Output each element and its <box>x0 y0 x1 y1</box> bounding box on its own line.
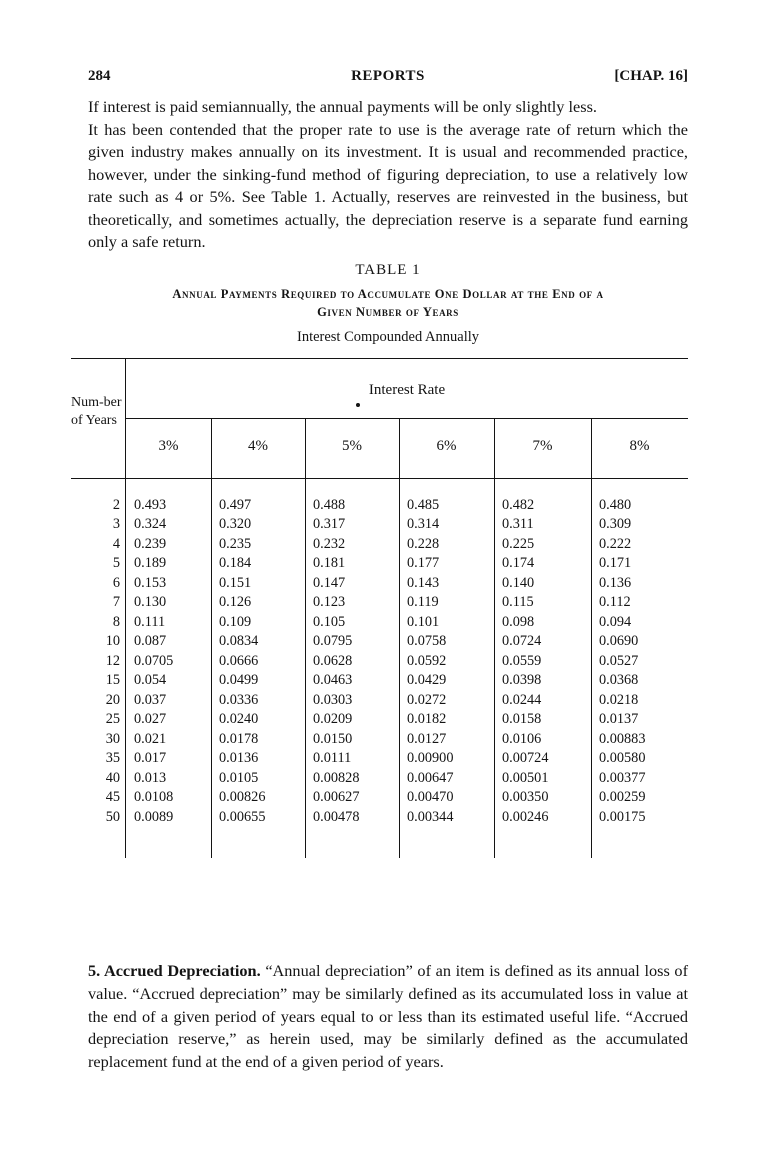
column-rule-4 <box>494 418 495 858</box>
value-cell: 0.0108 <box>134 789 174 805</box>
year-cell: 10 <box>105 633 120 649</box>
value-cell: 0.109 <box>219 613 252 630</box>
header-bottom-rule <box>71 478 688 480</box>
column-header-4: 7% <box>532 437 553 454</box>
value-cell: 0.123 <box>313 594 346 610</box>
running-header <box>88 60 688 86</box>
value-cell: 0.00478 <box>313 808 360 825</box>
value-cell: 0.00580 <box>599 750 646 766</box>
value-cell: 0.112 <box>599 594 631 610</box>
value-cell: 0.480 <box>599 496 632 513</box>
value-cell: 0.087 <box>134 633 167 649</box>
year-cell: 6 <box>112 574 120 591</box>
value-cell: 0.0136 <box>219 750 259 766</box>
value-cell: 0.0559 <box>502 652 542 669</box>
value-cell: 0.0398 <box>502 672 542 688</box>
value-cell: 0.094 <box>599 613 632 630</box>
value-cell: 0.0111 <box>313 750 352 766</box>
table-caption <box>88 285 688 321</box>
value-cell: 0.171 <box>599 555 632 571</box>
value-cell: 0.0127 <box>407 730 447 747</box>
value-cell: 0.0724 <box>502 633 542 649</box>
year-cell: 25 <box>105 711 120 727</box>
year-cell: 12 <box>105 652 120 669</box>
value-cell: 0.021 <box>134 730 167 747</box>
year-cell: 2 <box>112 496 120 513</box>
value-cell: 0.153 <box>134 574 167 591</box>
value-cell: 0.130 <box>134 594 167 610</box>
value-cell: 0.181 <box>313 555 346 571</box>
value-cell: 0.222 <box>599 535 632 552</box>
value-cell: 0.0527 <box>599 652 639 669</box>
value-cell: 0.0758 <box>407 633 447 649</box>
rate-column-0 <box>134 496 173 828</box>
year-cell: 40 <box>105 769 120 786</box>
value-cell: 0.00900 <box>407 750 454 766</box>
group-header: Interest Rate <box>368 381 446 398</box>
value-cell: 0.324 <box>134 516 167 532</box>
interest-table <box>71 358 688 858</box>
value-cell: 0.0106 <box>502 730 542 747</box>
page <box>71 60 688 858</box>
table-top-rule <box>71 358 688 360</box>
value-cell: 0.488 <box>313 496 346 513</box>
value-cell: 0.174 <box>502 555 535 571</box>
value-cell: 0.0592 <box>407 652 447 669</box>
year-cell: 35 <box>105 750 120 766</box>
year-cell: 30 <box>105 730 120 747</box>
chapter-label: [CHAP. 16] <box>614 68 688 84</box>
value-cell: 0.0218 <box>599 691 639 708</box>
year-cell: 7 <box>112 594 120 610</box>
column-header-1: 4% <box>248 437 268 454</box>
value-cell: 0.314 <box>407 516 440 532</box>
value-cell: 0.0178 <box>219 730 259 747</box>
value-cell: 0.00655 <box>219 808 266 825</box>
years-column-rule <box>125 358 126 858</box>
value-cell: 0.0666 <box>219 652 259 669</box>
value-cell: 0.311 <box>502 516 534 532</box>
year-cell: 4 <box>112 535 120 552</box>
value-cell: 0.225 <box>502 535 535 552</box>
value-cell: 0.497 <box>219 496 252 513</box>
section-paragraph <box>88 960 688 1074</box>
year-cell: 8 <box>112 613 120 630</box>
value-cell: 0.00828 <box>313 769 360 786</box>
value-cell: 0.00501 <box>502 769 549 786</box>
column-header-0: 3% <box>158 437 179 454</box>
rate-column-1 <box>219 496 265 828</box>
value-cell: 0.228 <box>407 535 440 552</box>
value-cell: 0.184 <box>219 555 252 571</box>
years-column <box>92 496 120 828</box>
value-cell: 0.101 <box>407 613 440 630</box>
rate-column-5 <box>599 496 645 828</box>
value-cell: 0.482 <box>502 496 535 513</box>
value-cell: 0.0336 <box>219 691 259 708</box>
value-cell: 0.00724 <box>502 750 549 766</box>
value-cell: 0.151 <box>219 574 252 591</box>
value-cell: 0.00350 <box>502 789 549 805</box>
value-cell: 0.0628 <box>313 652 353 669</box>
value-cell: 0.317 <box>313 516 346 532</box>
column-rule-5 <box>591 418 592 858</box>
section-heading: 5. Accrued Depreciation. <box>88 961 261 980</box>
value-cell: 0.0240 <box>219 711 259 727</box>
value-cell: 0.119 <box>407 594 439 610</box>
column-rule-3 <box>399 418 400 858</box>
value-cell: 0.027 <box>134 711 167 727</box>
rate-column-2 <box>313 496 359 828</box>
value-cell: 0.140 <box>502 574 535 591</box>
header-dot <box>356 403 360 407</box>
rate-column-3 <box>407 496 453 828</box>
value-cell: 0.054 <box>134 672 167 688</box>
year-cell: 45 <box>105 789 120 805</box>
value-cell: 0.0368 <box>599 672 639 688</box>
value-cell: 0.00259 <box>599 789 646 805</box>
value-cell: 0.00470 <box>407 789 454 805</box>
value-cell: 0.136 <box>599 574 632 591</box>
value-cell: 0.037 <box>134 691 167 708</box>
year-cell: 3 <box>112 516 120 532</box>
value-cell: 0.235 <box>219 535 252 552</box>
value-cell: 0.0089 <box>134 808 174 825</box>
value-cell: 0.0795 <box>313 633 353 649</box>
value-cell: 0.309 <box>599 516 632 532</box>
value-cell: 0.493 <box>134 496 167 513</box>
value-cell: 0.126 <box>219 594 252 610</box>
row-header: Num-ber of Years <box>71 394 122 428</box>
value-cell: 0.0690 <box>599 633 639 649</box>
value-cell: 0.0303 <box>313 691 353 708</box>
value-cell: 0.00627 <box>313 789 360 805</box>
column-header-5: 8% <box>629 437 650 454</box>
value-cell: 0.143 <box>407 574 440 591</box>
table-subtitle: Interest Compounded Annually <box>296 328 480 345</box>
value-cell: 0.00826 <box>219 789 266 805</box>
value-cell: 0.0150 <box>313 730 353 747</box>
value-cell: 0.147 <box>313 574 346 591</box>
value-cell: 0.00647 <box>407 769 454 786</box>
value-cell: 0.0429 <box>407 672 447 688</box>
value-cell: 0.00344 <box>407 808 454 825</box>
value-cell: 0.00377 <box>599 769 646 786</box>
section-body: “Annual depreciation” of an item is defined as its annual loss of value. “Accrued depreciation” may be similarly defined as its accumulated loss in value at the end of a given period of years equal to or less than its estimated useful life. “Accrued depreciation reserve,” as herein used, may be similarly defined as the accumulated replacement fund at the end of a given period of years. <box>88 961 688 1072</box>
year-cell: 15 <box>105 672 120 688</box>
rate-column-4 <box>502 496 548 828</box>
value-cell: 0.00883 <box>599 730 646 747</box>
value-cell: 0.177 <box>407 555 440 571</box>
value-cell: 0.00246 <box>502 808 549 825</box>
value-cell: 0.0834 <box>219 633 259 649</box>
value-cell: 0.0182 <box>407 711 447 727</box>
running-title: REPORTS <box>351 68 425 84</box>
value-cell: 0.111 <box>134 613 166 630</box>
table-label: TABLE 1 <box>355 261 421 278</box>
value-cell: 0.0705 <box>134 652 174 669</box>
value-cell: 0.098 <box>502 613 535 630</box>
value-cell: 0.105 <box>313 613 346 630</box>
value-cell: 0.0158 <box>502 711 542 727</box>
column-header-2: 5% <box>342 437 362 454</box>
value-cell: 0.0463 <box>313 672 353 688</box>
page-number: 284 <box>88 68 111 84</box>
value-cell: 0.239 <box>134 535 167 552</box>
value-cell: 0.0209 <box>313 711 353 727</box>
column-rule-1 <box>211 418 212 858</box>
column-rule-2 <box>305 418 306 858</box>
value-cell: 0.0105 <box>219 769 259 786</box>
year-cell: 5 <box>112 555 120 571</box>
paragraph-rate-discussion: It has been contended that the proper rate to use is the average rate of return which the given industry makes annually on its investment. It is usual and recommended practice, however, under the sinking-fund method of figuring depreciation, to use a relatively low rate such as 4 or 5%. See Table 1. Actually, reserves are reinvested in the business, but theoretically, and sometimes actually, the depreciation reserve is a separate fund earning only a safe return. <box>88 119 688 251</box>
year-cell: 50 <box>105 808 120 825</box>
value-cell: 0.00175 <box>599 808 646 825</box>
year-cell: 20 <box>105 691 120 708</box>
value-cell: 0.115 <box>502 594 534 610</box>
value-cell: 0.017 <box>134 750 167 766</box>
value-cell: 0.0499 <box>219 672 259 688</box>
value-cell: 0.0272 <box>407 691 447 708</box>
column-header-3: 6% <box>436 437 457 454</box>
value-cell: 0.0244 <box>502 691 542 708</box>
value-cell: 0.0137 <box>599 711 639 727</box>
value-cell: 0.485 <box>407 496 440 513</box>
table-caption-line-1: Annual Payments Required to Accumulate One Dollar at the End of a <box>172 286 604 301</box>
table-caption-line-2: Given Number of Years <box>317 304 459 319</box>
value-cell: 0.320 <box>219 516 252 532</box>
value-cell: 0.232 <box>313 535 346 552</box>
value-cell: 0.189 <box>134 555 167 571</box>
value-cell: 0.013 <box>134 769 167 786</box>
section-accrued-depreciation <box>88 960 688 1074</box>
paragraph-semiannual: If interest is paid semiannually, the annual payments will be only slightly less. <box>88 97 597 116</box>
